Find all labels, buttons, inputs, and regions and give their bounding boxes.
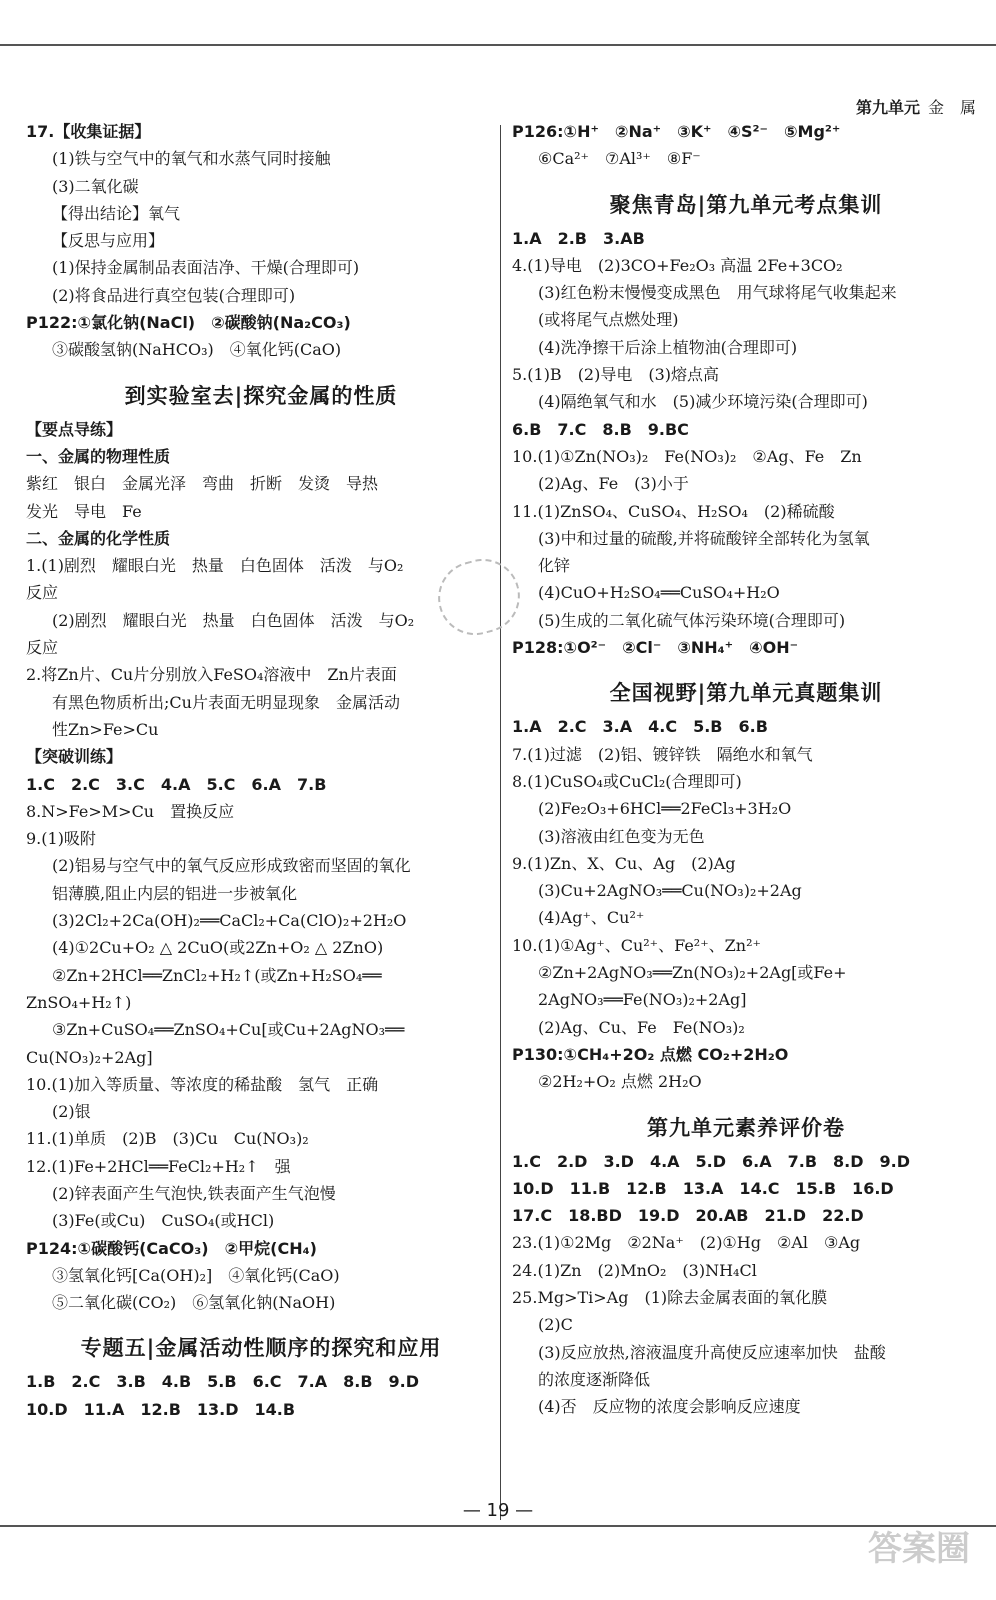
answer-line: ③碳酸氢钠(NaHCO₃) ④氧化钙(CaO)	[52, 340, 342, 360]
answer-line: 2.将Zn片、Cu片分别放入FeSO₄溶液中 Zn片表面	[26, 665, 397, 685]
answer-line: P126:①H⁺ ②Na⁺ ③K⁺ ④S²⁻ ⑤Mg²⁺	[512, 122, 841, 141]
answer-line: (或将尾气点燃处理)	[538, 310, 679, 330]
answer-line: (4)洗净擦干后涂上植物油(合理即可)	[538, 337, 798, 357]
bottom-rule	[0, 1525, 996, 1527]
section-title: 专题五|金属活动性顺序的探究和应用	[80, 1336, 442, 1361]
answer-line: 11.(1)ZnSO₄、CuSO₄、H₂SO₄ (2)稀硫酸	[512, 501, 835, 521]
answer-line: 反应	[26, 583, 59, 603]
answer-line: 【反思与应用】	[52, 231, 165, 251]
answer-line: 5.(1)B (2)导电 (3)熔点高	[512, 365, 720, 385]
answer-line: 10.D 11.A 12.B 13.D 14.B	[26, 1399, 296, 1419]
answer-line: (3)反应放热,溶液温度升高使反应速率加快 盐酸	[538, 1342, 886, 1362]
answer-line: 23.(1)①2Mg ②2Na⁺ (2)①Hg ②Al ③Ag	[512, 1233, 861, 1253]
answer-line: 【得出结论】氧气	[52, 203, 181, 223]
answer-line: 的浓度逐渐降低	[538, 1369, 651, 1389]
answer-line: 6.B 7.C 8.B 9.BC	[512, 419, 689, 439]
answer-line: (2)锌表面产生气泡快,铁表面产生气泡慢	[52, 1183, 336, 1203]
answer-line: P130:①CH₄+2O₂ 点燃 CO₂+2H₂O	[512, 1044, 789, 1064]
section-gap	[26, 364, 496, 376]
section-gap	[512, 661, 980, 673]
answer-line: (2)Ag、Cu、Fe Fe(NO₃)₂	[538, 1017, 745, 1037]
answer-line: (2)C	[538, 1315, 573, 1335]
answer-line: (3)溶液由红色变为无色	[538, 826, 705, 846]
column-divider	[500, 125, 501, 1520]
answer-line: 1.(1)剧烈 耀眼白光 热量 白色固体 活泼 与O₂	[26, 556, 404, 576]
answer-line: 17.C 18.BD 19.D 20.AB 21.D 22.D	[512, 1206, 864, 1226]
left-column	[26, 118, 496, 1423]
answer-line: 10.(1)①Zn(NO₃)₂ Fe(NO₃)₂ ②Ag、Fe Zn	[512, 446, 862, 466]
answer-line: 铝薄膜,阻止内层的铝进一步被氧化	[52, 883, 298, 903]
answer-line: ZnSO₄+H₂↑)	[26, 992, 132, 1012]
answer-line: (3)Cu+2AgNO₃══Cu(NO₃)₂+2Ag	[538, 881, 802, 901]
section-title: 第九单元素养评价卷	[647, 1115, 845, 1140]
answer-line: (4)①2Cu+O₂ △ 2CuO(或2Zn+O₂ △ 2ZnO)	[52, 938, 384, 958]
answer-line: (4)隔绝氧气和水 (5)减少环境污染(合理即可)	[538, 392, 868, 412]
page-number: — 19 —	[462, 1500, 534, 1521]
subject-label: 金 属	[927, 98, 976, 117]
section-gap	[512, 173, 980, 185]
answer-line: (3)2Cl₂+2Ca(OH)₂══CaCl₂+Ca(ClO)₂+2H₂O	[52, 911, 407, 931]
answer-line: (1)保持金属制品表面洁净、干燥(合理即可)	[52, 258, 360, 278]
answer-line: (2)Fe₂O₃+6HCl══2FeCl₃+3H₂O	[538, 799, 792, 819]
answer-line: ③Zn+CuSO₄══ZnSO₄+Cu[或Cu+2AgNO₃══	[52, 1020, 405, 1040]
answer-line: 二、金属的化学性质	[26, 528, 171, 548]
answer-line: 25.Mg>Ti>Ag (1)除去金属表面的氧化膜	[512, 1287, 828, 1307]
answer-line: 1.A 2.B 3.AB	[512, 228, 645, 248]
answer-line: ③氢氧化钙[Ca(OH)₂] ④氧化钙(CaO)	[52, 1265, 340, 1285]
answer-line: (2)银	[52, 1102, 91, 1122]
answer-line: 一、金属的物理性质	[26, 446, 171, 466]
answer-line: 11.(1)单质 (2)B (3)Cu Cu(NO₃)₂	[26, 1129, 309, 1149]
page-header	[856, 95, 976, 118]
answer-line: (2)Ag、Fe (3)小于	[538, 474, 689, 494]
watermark-logo: 答案圈	[868, 1529, 970, 1569]
section-gap	[512, 1096, 980, 1108]
answer-line: 10.(1)加入等质量、等浓度的稀盐酸 氢气 正确	[26, 1074, 379, 1094]
answer-line: 1.C 2.C 3.C 4.A 5.C 6.A 7.B	[26, 774, 327, 794]
answer-line: 10.D 11.B 12.B 13.A 14.C 15.B 16.D	[512, 1178, 894, 1198]
section-title: 全国视野|第九单元真题集训	[609, 681, 883, 706]
answer-line: 8.(1)CuSO₄或CuCl₂(合理即可)	[512, 771, 742, 791]
answer-line: 紫红 银白 金属光泽 弯曲 折断 发烫 导热	[26, 474, 379, 494]
answer-line: P122:①氯化钠(NaCl) ②碳酸钠(Na₂CO₃)	[26, 313, 351, 333]
answer-line: (1)铁与空气中的氧气和水蒸气同时接触	[52, 149, 331, 169]
answer-line: 7.(1)过滤 (2)铝、镀锌铁 隔绝水和氧气	[512, 744, 813, 764]
answer-line: (5)生成的二氧化硫气体污染环境(合理即可)	[538, 610, 846, 630]
right-column	[512, 118, 980, 1420]
answer-line: (4)Ag⁺、Cu²⁺	[538, 908, 645, 928]
answer-line: 反应	[26, 638, 59, 658]
answer-line: 8.N>Fe>M>Cu 置换反应	[26, 801, 235, 821]
answer-line: (3)Fe(或Cu) CuSO₄(或HCl)	[52, 1211, 275, 1231]
answer-line: (4)CuO+H₂SO₄══CuSO₄+H₂O	[538, 583, 780, 603]
answer-line: 1.B 2.C 3.B 4.B 5.B 6.C 7.A 8.B 9.D	[26, 1372, 420, 1392]
answer-line: 1.A 2.C 3.A 4.C 5.B 6.B	[512, 717, 768, 737]
answer-line: ⑥Ca²⁺ ⑦Al³⁺ ⑧F⁻	[538, 149, 701, 169]
answer-line: 发光 导电 Fe	[26, 501, 142, 521]
answer-line: ②Zn+2AgNO₃══Zn(NO₃)₂+2Ag[或Fe+	[538, 963, 847, 983]
answer-line: 9.(1)Zn、X、Cu、Ag (2)Ag	[512, 853, 736, 873]
answer-line: (2)剧烈 耀眼白光 热量 白色固体 活泼 与O₂	[52, 610, 415, 630]
answer-line: P124:①碳酸钙(CaCO₃) ②甲烷(CH₄)	[26, 1238, 317, 1258]
answer-line: 【突破训练】	[26, 747, 123, 767]
answer-line: 17.【收集证据】	[26, 122, 151, 141]
section-gap	[26, 1316, 496, 1328]
answer-line: 4.(1)导电 (2)3CO+Fe₂O₃ 高温 2Fe+3CO₂	[512, 255, 843, 275]
section-title: 聚焦青岛|第九单元考点集训	[609, 192, 883, 217]
answer-line: Cu(NO₃)₂+2Ag]	[26, 1047, 153, 1067]
answer-line: 化锌	[538, 556, 571, 576]
top-rule	[0, 44, 996, 46]
answer-line: 10.(1)①Ag⁺、Cu²⁺、Fe²⁺、Zn²⁺	[512, 935, 761, 955]
answer-line: ②Zn+2HCl══ZnCl₂+H₂↑(或Zn+H₂SO₄══	[52, 965, 382, 985]
answer-line: 性Zn>Fe>Cu	[52, 719, 159, 739]
section-title: 到实验室去|探究金属的性质	[124, 383, 398, 408]
answer-line: (3)二氧化碳	[52, 176, 139, 196]
answer-line: (4)否 反应物的浓度会影响反应速度	[538, 1397, 801, 1417]
answer-line: ②2H₂+O₂ 点燃 2H₂O	[538, 1072, 702, 1092]
answer-line: (3)中和过量的硫酸,并将硫酸锌全部转化为氢氧	[538, 528, 870, 548]
answer-line: 【要点导练】	[26, 419, 123, 439]
answer-line: 24.(1)Zn (2)MnO₂ (3)NH₄Cl	[512, 1260, 757, 1280]
answer-line: 12.(1)Fe+2HCl══FeCl₂+H₂↑ 强	[26, 1156, 291, 1176]
answer-line: P128:①O²⁻ ②Cl⁻ ③NH₄⁺ ④OH⁻	[512, 638, 799, 658]
answer-line: (3)红色粉末慢慢变成黑色 用气球将尾气收集起来	[538, 283, 897, 303]
answer-line: (2)铝易与空气中的氧气反应形成致密而坚固的氧化	[52, 856, 411, 876]
answer-line: ⑤二氧化碳(CO₂) ⑥氢氧化钠(NaOH)	[52, 1293, 336, 1313]
answer-line: (2)将食品进行真空包装(合理即可)	[52, 285, 296, 305]
answer-line: 2AgNO₃══Fe(NO₃)₂+2Ag]	[538, 990, 747, 1010]
answer-line: 有黑色物质析出;Cu片表面无明显现象 金属活动	[52, 692, 400, 712]
unit-label: 第九单元	[855, 98, 920, 117]
answer-line: 1.C 2.D 3.D 4.A 5.D 6.A 7.B 8.D 9.D	[512, 1151, 911, 1171]
answer-line: 9.(1)吸附	[26, 829, 96, 849]
